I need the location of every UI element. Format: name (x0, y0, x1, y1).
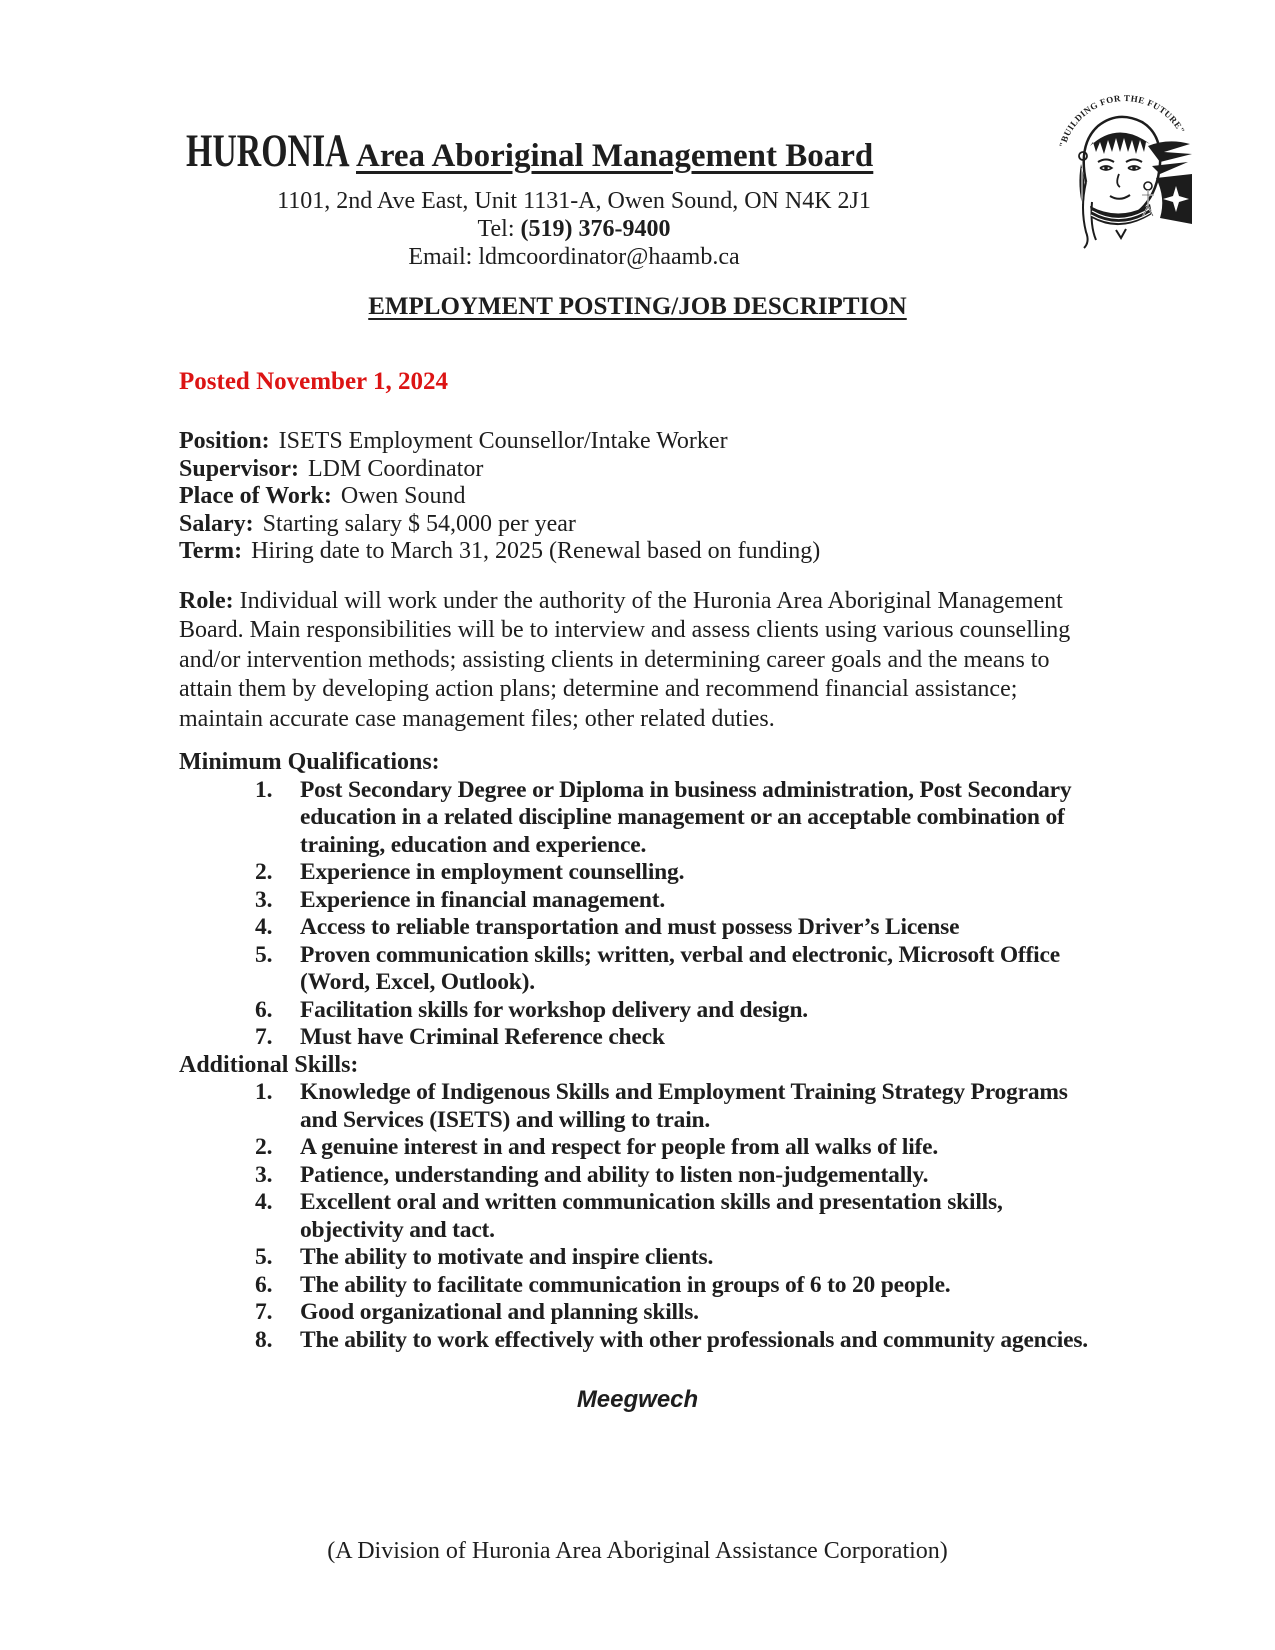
logo-nose (1117, 174, 1120, 187)
skill-item: A genuine interest in and respect for people from all walks of life. (300, 1134, 939, 1160)
closing-word: Meegwech (576, 1386, 699, 1413)
logo-figure-head (1144, 182, 1152, 190)
skill-item: The ability to facilitate communication in groups of 6 to 20 people. (300, 1271, 951, 1298)
detail-value: Hiring date to March 31, 2025 (Renewal based on funding) (251, 538, 821, 564)
qualification-item: Experience in employment counselling. (300, 859, 685, 885)
org-address: 1101, 2nd Ave East, Unit 1131-A, Owen Sound, ON N4K 2J1 (277, 188, 871, 214)
skill-item: The ability to motivate and inspire clients. (300, 1244, 714, 1270)
detail-row (179, 483, 1096, 511)
detail-label: Position: (179, 428, 270, 454)
skill-item: Excellent oral and written communication skills and presentation skills, objectivity and tact. (300, 1189, 1003, 1243)
detail-label: Salary: (179, 510, 254, 537)
tel-label: Tel: (477, 216, 521, 242)
additional-skills-heading: Additional Skills: (179, 1051, 359, 1078)
logo-eagle-wing (1148, 141, 1192, 162)
detail-row (179, 456, 1096, 484)
org-logo-icon (1056, 82, 1194, 252)
footer-note: (A Division of Huronia Area Aboriginal Assistance Corporation) (327, 1538, 948, 1564)
skill-item: The ability to work effectively with other professionals and community agencies. (300, 1326, 1088, 1353)
detail-label: Supervisor: (179, 455, 299, 482)
role-paragraph (179, 587, 1099, 735)
org-phone-line (179, 216, 969, 242)
document-title: EMPLOYMENT POSTING/JOB DESCRIPTION (368, 293, 907, 320)
role-label: Role: (179, 587, 234, 614)
detail-value: Starting salary $ 54,000 per year (262, 510, 576, 537)
logo-eagle-beak (1152, 162, 1188, 174)
qualification-item: Experience in financial management. (300, 886, 666, 913)
detail-row (179, 538, 1096, 566)
logo-eyes (1098, 160, 1142, 163)
qualification-item: Must have Criminal Reference check (300, 1024, 665, 1050)
skill-item: Patience, understanding and ability to listen non-judgementally. (300, 1161, 929, 1188)
org-name: Area Aboriginal Management Board (356, 138, 874, 174)
brand-huronia: HURONIA (186, 125, 350, 177)
detail-label: Place of Work: (179, 483, 332, 509)
detail-row (179, 428, 1096, 456)
detail-label: Term: (179, 538, 243, 564)
role-text: Individual will work under the authority of the Huronia Area Aboriginal Management Board. Main responsibilities will be to interview and assess clients using various counselling and/or intervention methods; assisting clients in determining career goals and the means to attain them by developing action plans; determine and recommend financial assistance; maintain accurate case management files; other related duties. (179, 587, 1071, 732)
tel-number: (519) 376-9400 (520, 216, 671, 242)
logo-mouth (1110, 195, 1130, 199)
additional-skills-list (179, 1079, 1109, 1354)
logo-motto-text: "BUILDING FOR THE FUTURE" (1057, 93, 1188, 149)
detail-value: LDM Coordinator (308, 455, 484, 482)
position-details (179, 428, 1096, 566)
minimum-qualifications-list (179, 777, 1109, 1052)
minimum-qualifications-heading: Minimum Qualifications: (179, 749, 440, 775)
letterhead (0, 0, 1275, 293)
qualification-item: Post Secondary Degree or Diploma in business administration, Post Secondary education in a related discipline management or an acceptable combination of training, education and experience. (300, 776, 1072, 858)
skill-item: Good organizational and planning skills. (300, 1299, 699, 1325)
org-email-line: Email: ldmcoordinator@haamb.ca (408, 244, 740, 270)
qualification-item: Facilitation skills for workshop delivery and design. (300, 996, 808, 1023)
detail-value: Owen Sound (340, 483, 466, 509)
posted-date: Posted November 1, 2024 (179, 368, 448, 395)
skill-item: Knowledge of Indigenous Skills and Employment Training Strategy Programs and Services (ISETS) and willing to train. (300, 1079, 1068, 1133)
qualification-item: Access to reliable transportation and must possess Driver’s License (300, 914, 960, 940)
qualification-item: Proven communication skills; written, verbal and electronic, Microsoft Office (Word, Excel, Outlook). (300, 941, 1060, 995)
detail-value: ISETS Employment Counsellor/Intake Worker (278, 428, 728, 454)
logo-hair-bangs (1090, 132, 1150, 154)
logo-pendant (1116, 229, 1126, 238)
detail-row (179, 511, 1096, 539)
